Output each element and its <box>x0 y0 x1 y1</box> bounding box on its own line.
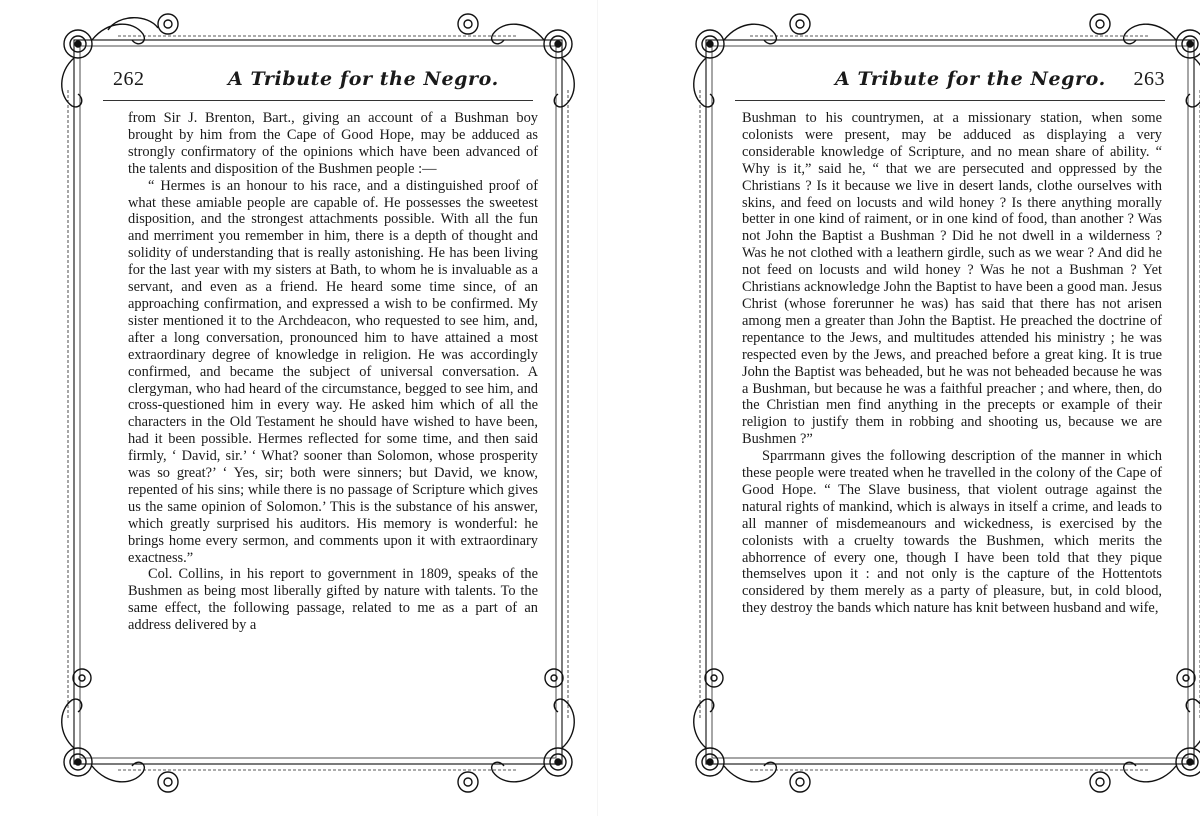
page-header <box>745 64 1165 98</box>
corner-flourish-bottom-left <box>694 669 810 792</box>
right-page <box>680 10 1200 800</box>
page-number: 262 <box>113 68 145 90</box>
book-gutter <box>597 0 598 816</box>
header-rule <box>103 100 533 101</box>
paragraph: from Sir J. Brenton, Bart., giving an account of a Bushman boy brought by him from the Cape of Good Hope, may be adduced as strongly confirmatory of the opinions which have been advanced of the talents and disposition of the Bushmen people :— <box>128 110 538 177</box>
page-header <box>113 64 533 98</box>
paragraph: “ Hermes is an honour to his race, and a distinguished proof of what these amiable people are capable of. He possesses the sweetest disposition, and the strongest attachments possible. With all the fun and merriment you remember in him, there is a depth of thought and solidity of understanding that is really astonishing. He has been living for the last year with my sisters at Bath, to whom he is invaluable as a servant, and even as a friend. He heard some time since, of an approaching confirmation, and expressed a wish to be confirmed. My sister mentioned it to the Archdeacon, who requested to see him, and, after a long conversation, pronounced him to have attained a most extraordinary degree of knowledge in religion. He was accordingly confirmed, and became the subject of universal conversation. A clergyman, who had heard of the circumstance, begged to see him, and cross-questioned him in every way. He asked him which of all the characters in the Old Testament he should have wished to have been, had it been possible. Hermes reflected for some time, and then said firmly, ‘ David, sir.’ ‘ What? sooner than Solomon, whose prosperity was so great?’ ‘ Yes, sir; both were sinners; but David, we know, repented of his sins; while there is no passage of Scripture which gives us the same opinion of Solomon.’ This is the substance of his answer, which greatly surprised his auditors. His memory is wonderful: he brings home every sermon, and comments upon it with extraordinary exactness.” <box>128 177 538 566</box>
corner-flourish-bottom-left <box>62 669 178 792</box>
running-head: A Tribute for the Negro. <box>228 68 499 90</box>
page-number: 263 <box>1133 68 1165 90</box>
corner-flourish-bottom-right <box>458 669 574 792</box>
left-page <box>48 10 588 800</box>
body-text <box>742 110 1162 617</box>
body-text <box>128 110 538 634</box>
paragraph: Sparrmann gives the following description of the manner in which these people were treated when he travelled in the colony of the Cape of Good Hope. “ The Slave business, that violent outrage against the natural rights of mankind, which is always in itself a crime, and leads to all manner of misdemeanours and wickedness, is exercised by the colonists with a cruelty towards the Bushmen, which merits the abhorrence of every one, though I have been told that they pique themselves upon it : and not only is the capture of the Hottentots considered by them merely as a party of pleasure, but, in cold blood, they destroy the bands which nature has knit between husband and wife, <box>742 448 1162 617</box>
running-head: A Tribute for the Negro. <box>835 68 1106 90</box>
paragraph: Col. Collins, in his report to government in 1809, speaks of the Bushmen as being most liberally gifted by nature with talents. To the same effect, the following passage, related to me as a part of an address delivered by a <box>128 566 538 634</box>
header-rule <box>735 100 1165 101</box>
paragraph: Bushman to his countrymen, at a missionary station, when some colonists were present, may be adduced as displaying a very considerable knowledge of Scripture, and no mean share of ability. “ Why is it,” said he, “ that we are persecuted and oppressed by the Christians ? Is it because we live in desert lands, clothe ourselves with skins, and feed on locusts and wild honey ? Is there anything morally better in one kind of raiment, or in one kind of food, than another ? Was not John the Baptist a Bushman ? Did he not dwell in a wilderness ? Was he not clothed with a leathern girdle, such as we wear ? And did he not feed on locusts and wild honey ? Was he not a Bushman ? Yet Christians acknowledge John the Baptist to have been a good man. Jesus Christ (whose forerunner he was) has said that there has not arisen among men a greater than John the Baptist. He preached the doctrine of repentance to the Jews, and multitudes attended his ministry ; he was respected even by the Jews, and preached before a great king. It is true John the Baptist was beheaded, but he was not beheaded because he was a Bushman, but because he was a faithful preacher ; and where, then, do the Christian men find anything in the precepts or example of their religion to justify them in robbing and shooting us, because we are Bushmen ?” <box>742 110 1162 448</box>
corner-flourish-bottom-right <box>1090 669 1200 792</box>
